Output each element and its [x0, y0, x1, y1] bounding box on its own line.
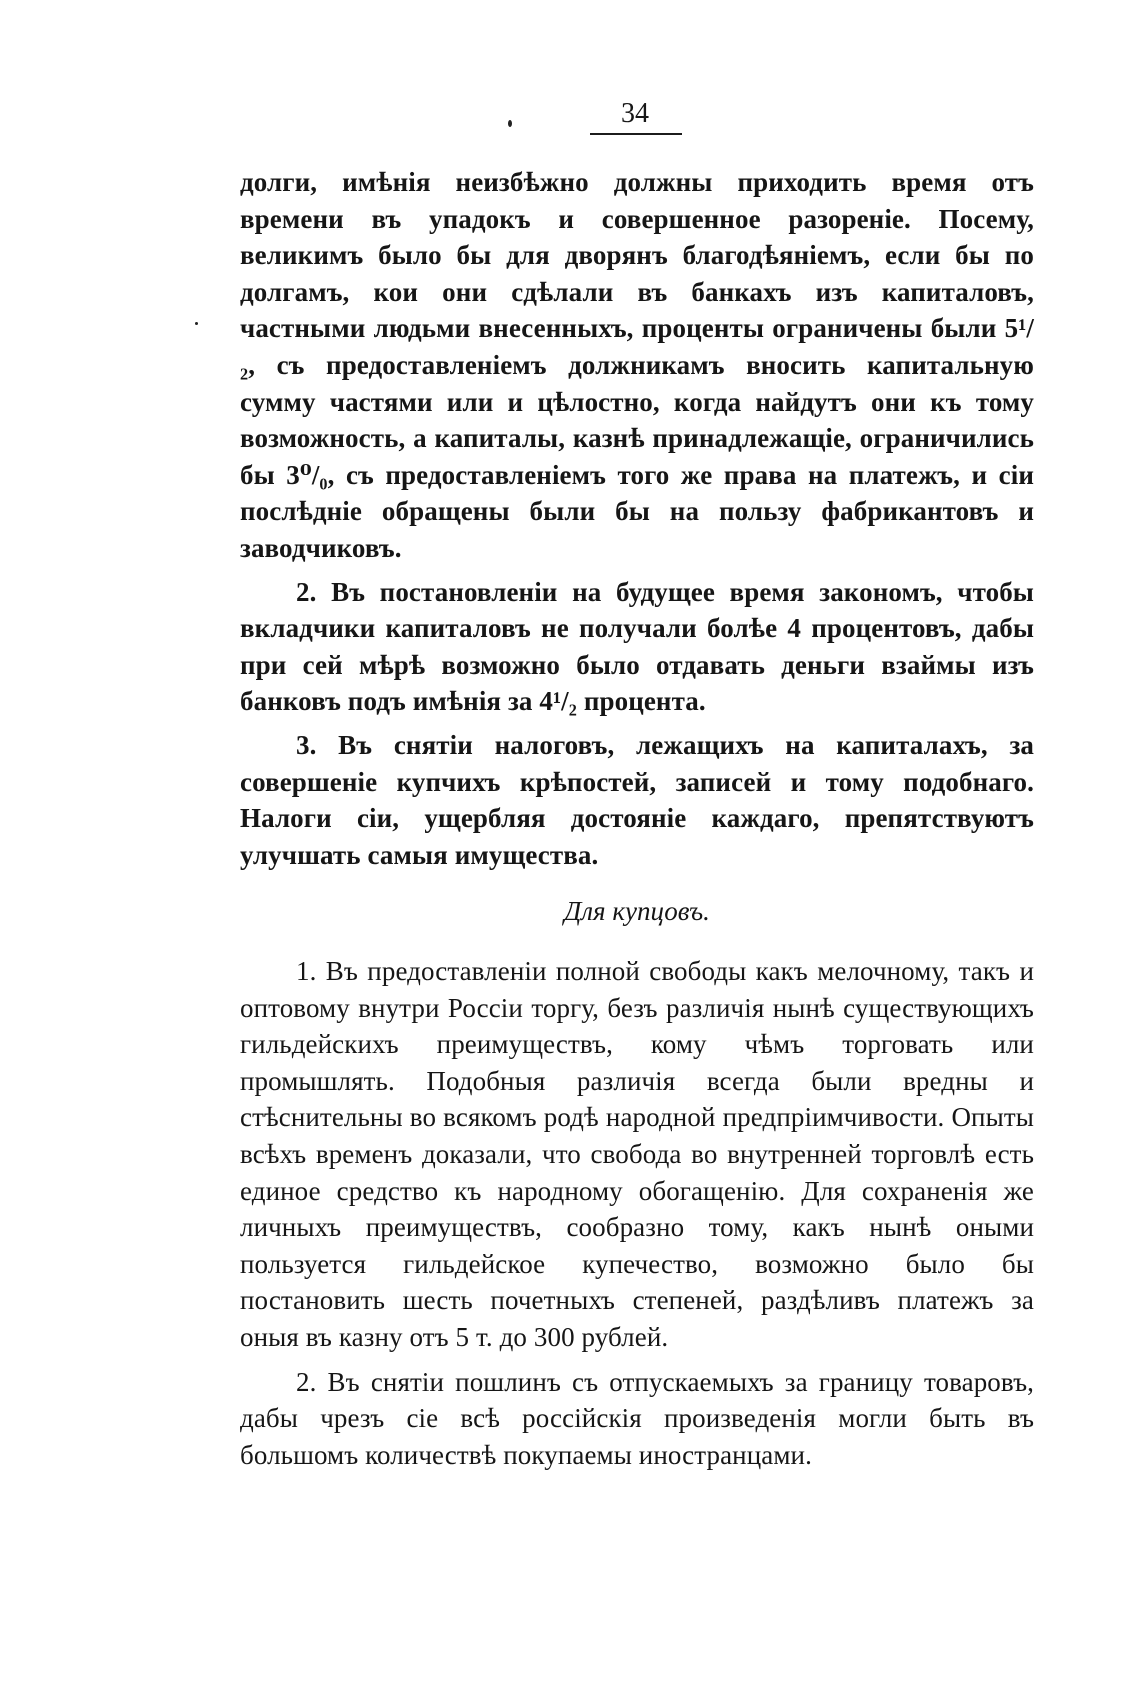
text-block-top	[240, 164, 1034, 873]
paragraph-continuation: долги, имѣнія неизбѣжно должны приходить время отъ времени въ упадокъ и совершенное разореніе. Посему, великимъ было бы для дворянъ благодѣяніемъ, если бы по долгамъ, кои они сдѣлали въ банкахъ изъ капиталовъ, частными людьми внесенныхъ, проценты ограничены были 5¹/₂, съ предоставленіемъ должникамъ вносить капитальную сумму частями или и цѣлостно, когда найдутъ они къ тому возможность, а капиталы, казнѣ принадлежащіе, ограничились бы 3⁰/₀, съ предоставленіемъ того же права на платежъ, и сіи послѣдніе обращены были бы на пользу фабрикантовъ и заводчиковъ.	[240, 167, 1034, 563]
ink-speck	[195, 322, 198, 325]
section-heading: Для купцовъ.	[564, 896, 710, 926]
text-block-bottom	[240, 953, 1034, 1473]
page-number-rule	[590, 133, 682, 135]
page-number: 34	[621, 98, 649, 129]
merchant-paragraph-1: 1. Въ предоставленіи полной свободы какъ мелочному, такъ и оптовому внутри Россіи торгу, безъ различія нынѣ существующихъ гильдейскихъ преимуществъ, кому чѣмъ торговать или промышлять. Подобныя различія всегда были вредны и стѣснительны во всякомъ родѣ народной предпріимчивости. Опыты всѣхъ временъ доказали, что свобода во внутренней торговлѣ есть единое средство къ народному обогащенію. Для сохраненія же личныхъ преимуществъ, сообразно тому, какъ нынѣ оными пользуется гильдейское купечество, возможно было бы постановить шесть почетныхъ степеней, раздѣливъ платежъ за оныя въ казну отъ 5 т. до 300 рублей.	[240, 956, 1034, 1352]
ink-speck	[508, 120, 512, 127]
paragraph-item-2: 2. Въ постановленіи на будущее время закономъ, чтобы вкладчики капиталовъ не получали болѣе 4 процентовъ, дабы при сей мѣрѣ возможно было отдавать деньги взаймы изъ банковъ подъ имѣнія за 4¹/₂ процента.	[240, 576, 1034, 717]
paragraph-item-3: 3. Въ снятіи налоговъ, лежащихъ на капиталахъ, за совершеніе купчихъ крѣпостей, записей и тому подобнаго. Налоги сіи, ущербляя достояніе каждаго, препятствуютъ улучшать самыя имущества.	[240, 729, 1034, 870]
merchant-paragraph-2: 2. Въ снятіи пошлинъ съ отпускаемыхъ за границу товаровъ, дабы чрезъ сіе всѣ россійскія произведенія могли быть въ большомъ количествѣ покупаемы иностранцами.	[240, 1366, 1034, 1470]
